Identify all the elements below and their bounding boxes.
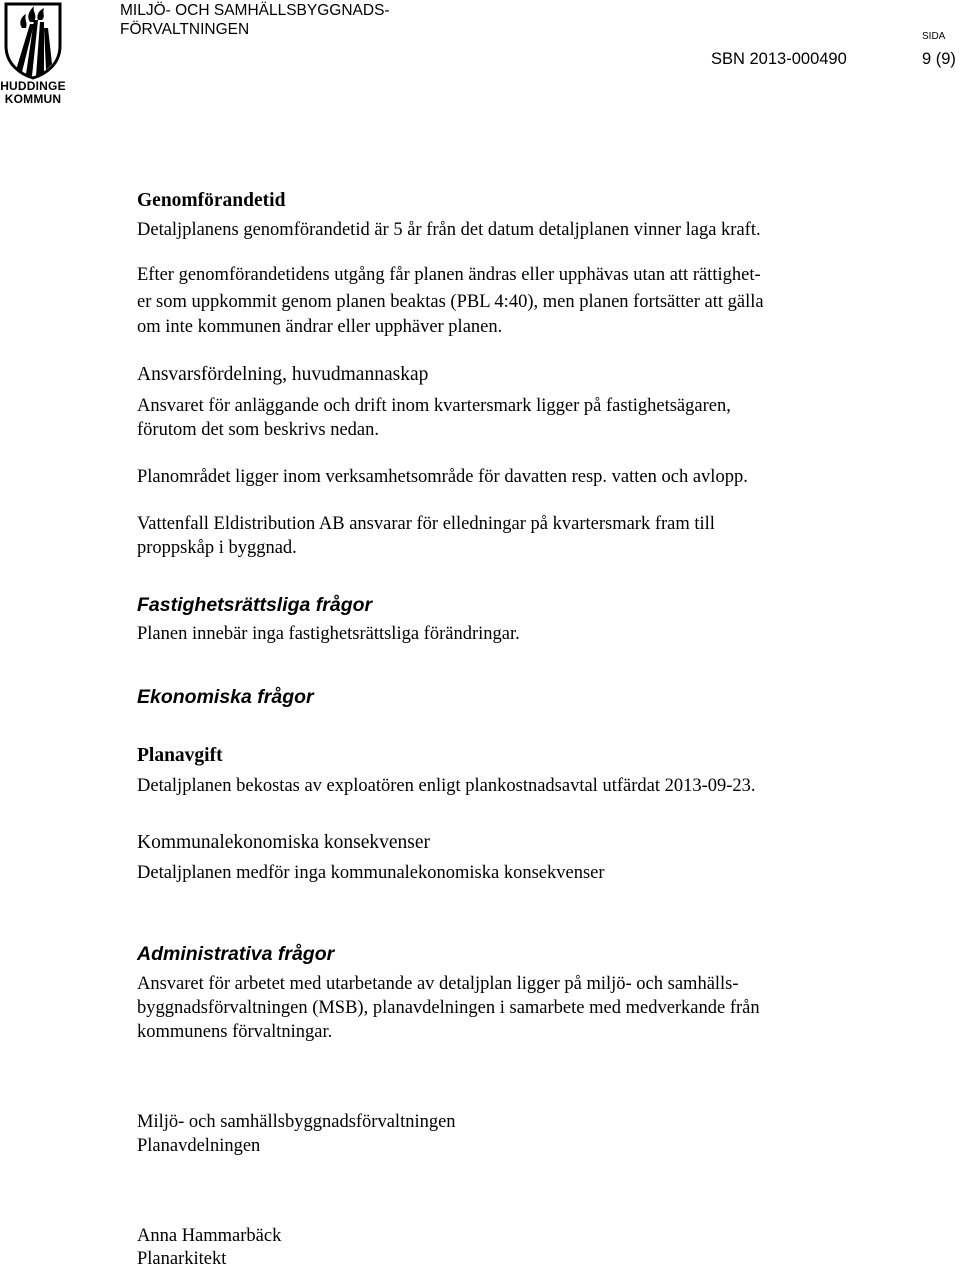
- genomforandetid-p2-line3: om inte kommunen ändrar eller upphäver planen.: [137, 317, 503, 337]
- heading-admin: Administrativa frågor: [137, 943, 335, 965]
- logo-text-line1: HUDDINGE: [0, 79, 66, 93]
- subheading-kommunalekonomiska: Kommunalekonomiska konsekvenser: [137, 832, 430, 853]
- fastighet-p1: Planen innebär inga fastighetsrättsliga förändringar.: [137, 624, 520, 644]
- ansvar-p3-line1: Vattenfall Eldistribution AB ansvarar för elledningar på kvartersmark fram till: [137, 514, 715, 534]
- genomforandetid-p2-line1: Efter genomförandetidens utgång får planen ändras eller upphävas utan att rättighet-: [137, 265, 761, 285]
- heading-ekonomi: Ekonomiska frågor: [137, 686, 314, 708]
- case-number: SBN 2013-000490: [711, 50, 847, 68]
- sida-label: SIDA: [922, 31, 946, 42]
- ansvar-p2: Planområdet ligger inom verksamhetsområde för davatten resp. vatten och avlopp.: [137, 467, 748, 487]
- signature-org-line2: Planavdelningen: [137, 1136, 261, 1156]
- subheading-planavgift: Planavgift: [137, 745, 223, 766]
- department-name: [120, 1, 390, 39]
- huddinge-logo: [0, 0, 66, 106]
- signature-title: Planarkitekt: [137, 1249, 227, 1269]
- planavgift-text: Detaljplanen bekostas av exploatören enligt plankostnadsavtal utfärdat 2013-09-23.: [137, 776, 756, 796]
- department-line1: MILJÖ- OCH SAMHÄLLSBYGGNADS-: [120, 2, 390, 19]
- heading-genomforandetid: Genomförandetid: [137, 190, 286, 211]
- admin-p1-line3: kommunens förvaltningar.: [137, 1022, 333, 1042]
- ansvar-p1-line2: förutom det som beskrivs nedan.: [137, 420, 379, 440]
- department-line2: FÖRVALTNINGEN: [120, 21, 250, 38]
- heading-ansvar: Ansvarsfördelning, huvudmannaskap: [137, 364, 429, 385]
- ansvar-p1-line1: Ansvaret för anläggande och drift inom kvartersmark ligger på fastighetsägaren,: [137, 396, 731, 416]
- page-number: 9 (9): [922, 50, 956, 68]
- ansvar-p3-line2: proppskåp i byggnad.: [137, 538, 297, 558]
- admin-p1-line2: byggnadsförvaltningen (MSB), planavdelningen i samarbete med medverkande från: [137, 998, 760, 1018]
- signature-org-line1: Miljö- och samhällsbyggnadsförvaltningen: [137, 1112, 456, 1132]
- genomforandetid-p2-line2: er som uppkommit genom planen beaktas (PBL 4:40), men planen fortsätter att gälla: [137, 292, 764, 312]
- signature-name: Anna Hammarbäck: [137, 1226, 282, 1246]
- logo-text-line2: KOMMUN: [4, 92, 62, 106]
- admin-p1-line1: Ansvaret för arbetet med utarbetande av detaljplan ligger på miljö- och samhälls-: [137, 974, 739, 994]
- kommunalekonomiska-text: Detaljplanen medför inga kommunalekonomiska konsekvenser: [137, 863, 605, 883]
- heading-fastighet: Fastighetsrättsliga frågor: [137, 594, 373, 616]
- genomforandetid-p1: Detaljplanens genomförandetid är 5 år från det datum detaljplanen vinner laga kraft.: [137, 220, 761, 240]
- coat-of-arms-icon: [0, 0, 66, 80]
